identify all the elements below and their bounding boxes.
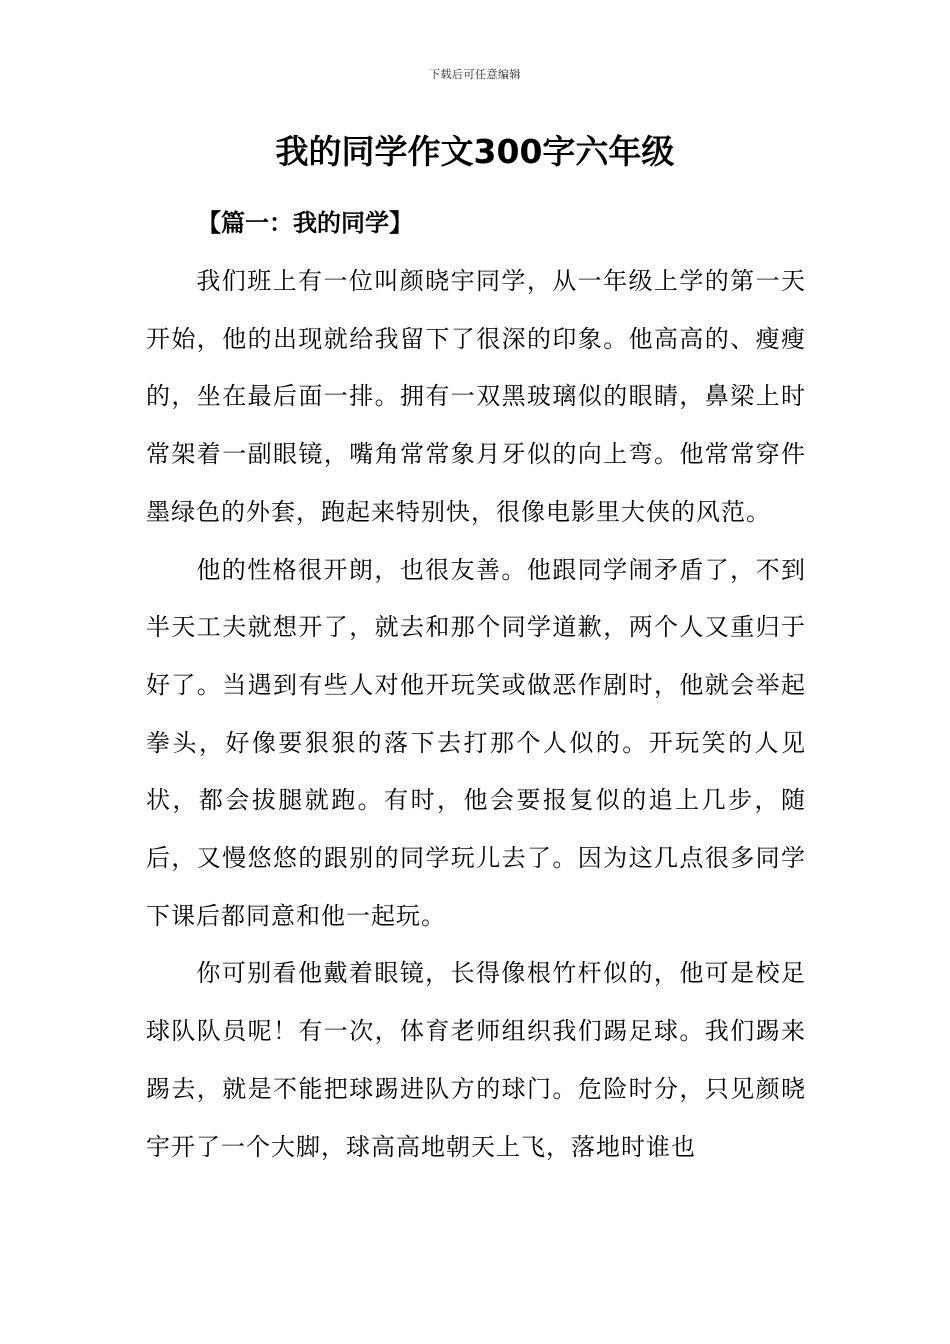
article-body <box>146 253 806 1176</box>
paragraph-1: 我们班上有一位叫颜晓宇同学，从一年级上学的第一天开始，他的出现就给我留下了很深的印象。他高高的、瘦瘦的，坐在最后面一排。拥有一双黑玻璃似的眼睛，鼻梁上时常架着一副眼镜，嘴角常常象月牙似的向上弯。他常常穿件墨绿色的外套，跑起来特别快，很像电影里大侠的风范。 <box>146 267 806 526</box>
paragraph-3: 你可别看他戴着眼镜，长得像根竹杆似的，他可是校足球队队员呢！有一次，体育老师组织我们踢足球。我们踢来踢去，就是不能把球踢进队方的球门。危险时分，只见颜晓宇开了一个大脚，球高高地朝天上飞，落地时谁也 <box>146 959 806 1161</box>
paragraph-2: 他的性格很开朗，也很友善。他跟同学闹矛盾了，不到半天工夫就想开了，就去和那个同学道歉，两个人又重归于好了。当遇到有些人对他开玩笑或做恶作剧时，他就会举起拳头，好像要狠狠的落下去打那个人似的。开玩笑的人见状，都会拔腿就跑。有时，他会要报复似的追上几步，随后，又慢悠悠的跟别的同学玩儿去了。因为这几点很多同学下课后都同意和他一起玩。 <box>146 555 806 930</box>
page-title: 我的同学作文300字六年级 <box>275 132 675 171</box>
section-heading: 【篇一：我的同学】 <box>197 208 413 237</box>
header-note: 下载后可任意编辑 <box>429 68 521 81</box>
